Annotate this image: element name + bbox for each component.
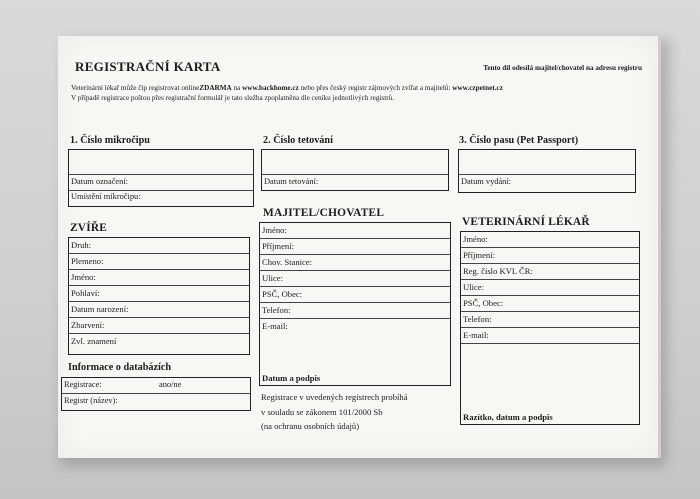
tattoo-date-label: Datum tetování: xyxy=(264,177,319,186)
legal-note-line-1: Registrace v uvedených registrech probíhá xyxy=(261,392,408,402)
legal-note-line-3: (na ochranu osobních údajů) xyxy=(261,421,360,431)
owner-street-label: Ulice: xyxy=(260,271,450,287)
intro-line-1: Veterinární lékař může čip registrovat onlineZDARMA na www.backhome.cz nebo přes český registr zájmových zvířat a majitelů: www.czpetnet.cz xyxy=(71,84,503,92)
legal-note xyxy=(261,390,461,434)
owner-lastname-label: Příjmení: xyxy=(260,239,450,255)
animal-box xyxy=(68,237,250,355)
card-title: REGISTRAČNÍ KARTA xyxy=(75,59,221,74)
chip-box xyxy=(68,149,254,207)
intro-free: ZDARMA xyxy=(199,84,232,92)
legal-note-line-2: v souladu se zákonem 101/2000 Sb xyxy=(261,406,383,417)
intro-line-2: V případě registrace poštou přes registrační formulář je tato služba zpoplatněna dle ceníku jednotlivých registrů. xyxy=(71,93,394,102)
header-right-note: Tento díl odesílá majitel/chovatel na adresu registru xyxy=(483,64,642,72)
owner-signature-label: Datum a podpis xyxy=(262,373,321,383)
animal-marks-label: Zvl. znamení xyxy=(71,336,117,346)
tattoo-box xyxy=(261,149,449,191)
vet-stamp-label: Razítko, datum a podpis xyxy=(463,412,553,422)
vet-kvl-number-label: Reg. číslo KVL ČR: xyxy=(461,264,639,280)
registration-label: Registrace: xyxy=(64,380,102,389)
chip-date-label: Datum označení: xyxy=(71,177,128,186)
databases-box xyxy=(61,377,251,411)
intro-site-czpetnet: www.czpetnet.cz xyxy=(452,84,503,92)
animal-name-label: Jméno: xyxy=(69,270,249,286)
registration-options: ano/ne xyxy=(159,380,182,389)
owner-zip-city-label: PSČ, Obec: xyxy=(260,287,450,303)
vet-street-label: Ulice: xyxy=(461,280,639,296)
vet-heading: VETERINÁRNÍ LÉKAŘ xyxy=(462,216,590,228)
vet-phone-label: Telefon: xyxy=(461,312,639,328)
animal-birthdate-label: Datum narození: xyxy=(69,302,249,318)
owner-phone-label: Telefon: xyxy=(260,303,450,319)
vet-zip-city-label: PSČ, Obec: xyxy=(461,296,639,312)
tattoo-heading: 2. Číslo tetování xyxy=(263,135,333,146)
passport-heading: 3. Číslo pasu (Pet Passport) xyxy=(459,135,579,146)
owner-heading: MAJITEL/CHOVATEL xyxy=(263,207,385,219)
animal-sex-label: Pohlaví: xyxy=(69,286,249,302)
registration-card xyxy=(58,36,661,458)
vet-lastname-label: Příjmení: xyxy=(461,248,639,264)
animal-species-label: Druh: xyxy=(69,238,249,254)
chip-location-label: Umístění mikročipu: xyxy=(71,192,141,201)
animal-color-label: Zbarvení: xyxy=(69,318,249,334)
vet-email-label: E-mail: xyxy=(461,328,639,344)
owner-kennel-label: Chov. Stanice: xyxy=(260,255,450,271)
animal-heading: ZVÍŘE xyxy=(70,222,108,234)
databases-heading: Informace o databázích xyxy=(68,362,171,373)
animal-breed-label: Plemeno: xyxy=(69,254,249,270)
vet-box xyxy=(460,231,640,425)
chip-heading: 1. Číslo mikročipu xyxy=(70,135,150,146)
passport-box xyxy=(458,149,636,193)
intro-text xyxy=(71,84,651,103)
vet-firstname-label: Jméno: xyxy=(461,232,639,248)
passport-date-label: Datum vydání: xyxy=(461,177,512,186)
owner-firstname-label: Jméno: xyxy=(260,223,450,239)
owner-email-label: E-mail: xyxy=(262,321,288,331)
intro-site-backhome: www.backhome.cz xyxy=(242,84,299,92)
owner-box xyxy=(259,222,451,386)
registry-name-label: Registr (název): xyxy=(64,396,118,405)
